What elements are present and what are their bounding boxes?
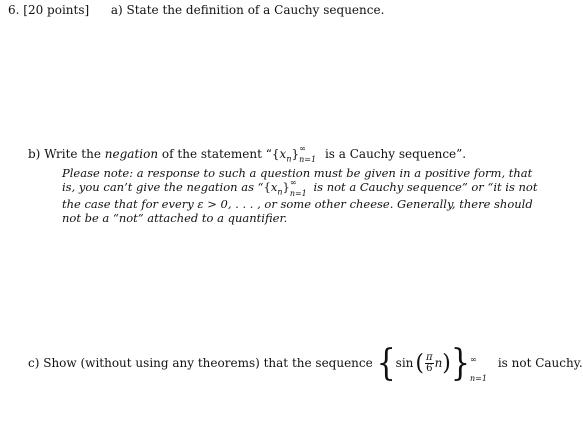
var-n: n [434,356,443,370]
part-b-note [62,166,538,225]
part-c-label: c) [28,356,40,370]
note-seq-sup: ∞ [289,177,297,187]
seq-left-brace: { [376,341,396,384]
note-seq-index: n [277,186,283,196]
seq-close-brace: } [291,147,300,161]
note-line-1: Please note: a response to such a question must be given in a positive form, that [62,166,533,180]
problem-number: 6. [8,3,20,17]
part-a-label: a) [110,3,123,17]
part-b-question [28,144,467,166]
problem-points: [20 points] [23,3,90,17]
part-c-sub: n=1 [469,374,487,383]
part-c-sup: ∞ [469,355,477,364]
problem-header [8,3,384,17]
right-paren: ) [442,350,451,376]
sin-func: sin [395,356,414,370]
note-line-2b: is not a Cauchy sequence” or “it is not [313,179,538,194]
note-seq-limits [289,177,310,198]
seq-open-brace: { [271,147,280,161]
part-b-text-middle: of the statement “ [161,147,272,161]
seq-limits [299,144,321,164]
left-paren: ( [415,350,424,376]
part-c-question [28,341,583,384]
seq-right-brace: } [450,341,470,384]
seq-sub: n=1 [299,155,317,164]
note-seq-var: x [270,179,278,194]
note-seq-close: } [282,179,290,194]
note-line-4: not be a “not” attached to a quantifier. [62,210,288,225]
frac-numerator: π [425,352,433,363]
seq-var: x [279,147,287,161]
seq-sup: ∞ [299,144,306,153]
note-seq-sub: n=1 [289,188,307,198]
note-line-2 [62,177,538,199]
part-c-limits [469,350,494,383]
part-b-negation-word: negation [104,147,159,161]
note-line-3: the case that for every ε > 0, . . . , or some other cheese. Generally, there should [62,197,533,212]
frac-denominator: 6 [426,363,433,374]
note-line-2a: is, you can’t give the negation as “ [62,179,264,194]
part-c-text-after: is not Cauchy. [497,356,583,370]
part-c-text: Show (without using any theorems) that the sequence [43,356,373,370]
part-b-text-before: Write the [44,147,101,161]
part-a-text: State the definition of a Cauchy sequence. [126,3,385,17]
pi-over-six [425,353,434,374]
seq-index: n [286,154,292,164]
part-b-label: b) [28,147,41,161]
note-seq-open: { [263,179,271,194]
part-b-text-after: is a Cauchy sequence”. [324,147,467,161]
